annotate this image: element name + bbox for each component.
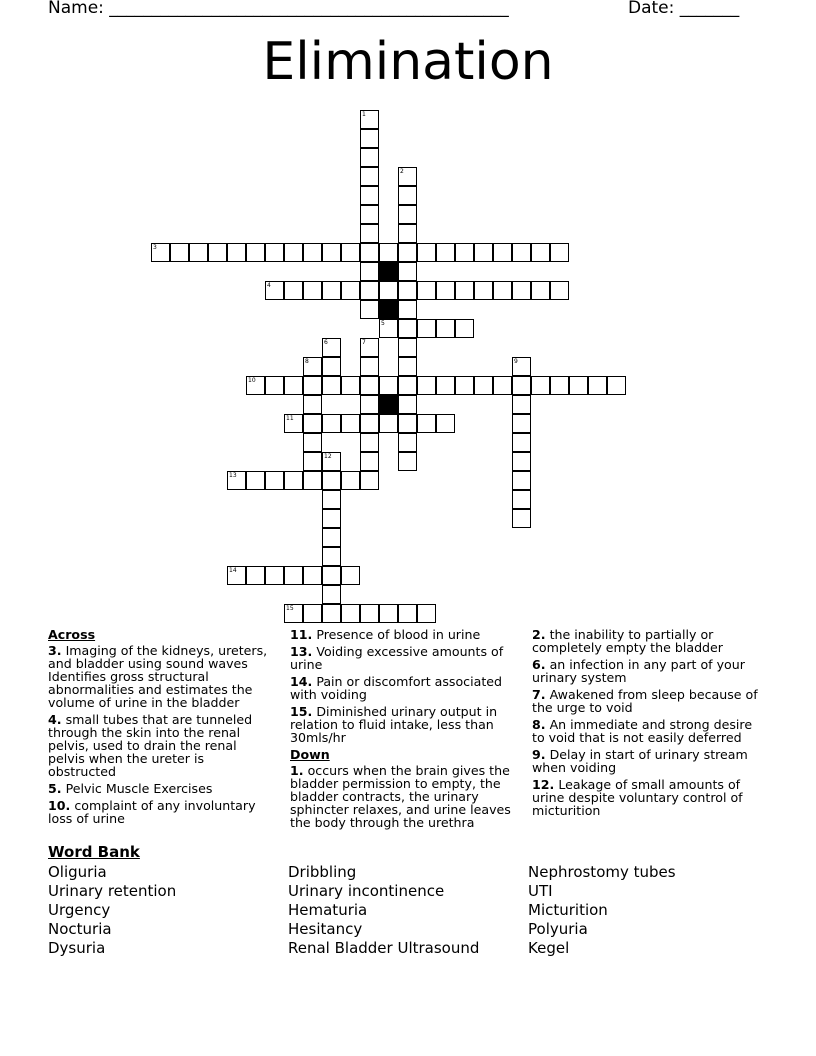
crossword-cell[interactable]	[360, 471, 379, 490]
crossword-cell[interactable]	[360, 148, 379, 167]
crossword-cell[interactable]	[512, 452, 531, 471]
clue-item	[48, 799, 274, 825]
clue-text: Delay in start of urinary stream when voiding	[532, 747, 748, 775]
word-bank-entry: Urgency	[48, 901, 111, 919]
clue-item	[532, 658, 762, 684]
clue-item	[290, 628, 522, 641]
word-bank-entry: Micturition	[528, 901, 608, 919]
word-bank-column	[288, 863, 479, 958]
crossword-cell[interactable]	[398, 319, 417, 338]
crossword-cell[interactable]	[417, 319, 436, 338]
clue-text: Pelvic Muscle Exercises	[61, 781, 213, 796]
crossword-cell[interactable]	[303, 433, 322, 452]
crossword-cell[interactable]	[512, 471, 531, 490]
word-bank-entry: Oliguria	[48, 863, 107, 881]
crossword-cell[interactable]	[512, 357, 531, 376]
crossword-cell[interactable]	[284, 471, 303, 490]
clue-number: 6	[324, 339, 328, 346]
crossword-cell[interactable]	[322, 490, 341, 509]
crossword-cell[interactable]	[303, 357, 322, 376]
word-bank-entry: Dysuria	[48, 939, 106, 957]
crossword-cell[interactable]	[246, 243, 265, 262]
word-bank-entry: Hematuria	[288, 901, 368, 919]
clue-item	[532, 748, 762, 774]
clue-list	[290, 764, 522, 829]
clue-item	[532, 778, 762, 817]
clue-number: 5.	[48, 781, 62, 796]
crossword-cell[interactable]	[322, 604, 341, 623]
crossword-cell[interactable]	[265, 243, 284, 262]
crossword-cell[interactable]	[151, 243, 170, 262]
crossword-cell[interactable]	[303, 414, 322, 433]
across-clues-column	[48, 628, 274, 829]
clue-list	[290, 628, 522, 744]
crossword-cell[interactable]	[303, 604, 322, 623]
word-bank-entry: Renal Bladder Ultrasound	[288, 939, 480, 957]
crossword-cell[interactable]	[322, 471, 341, 490]
crossword-cell[interactable]	[512, 243, 531, 262]
crossword-cell[interactable]	[360, 395, 379, 414]
word-bank-entry: Polyuria	[528, 920, 588, 938]
clue-number: 2.	[532, 627, 546, 642]
crossword-cell[interactable]	[360, 186, 379, 205]
word-bank-entry: Kegel	[528, 939, 570, 957]
crossword-cell[interactable]	[360, 110, 379, 129]
crossword-cell[interactable]	[398, 205, 417, 224]
word-bank-entry: Urinary incontinence	[288, 882, 445, 900]
clue-number: 3.	[48, 643, 62, 658]
crossword-cell[interactable]	[512, 376, 531, 395]
crossword-cell[interactable]	[322, 528, 341, 547]
crossword-block	[379, 262, 398, 281]
word-bank-column	[528, 863, 676, 958]
clue-list	[532, 628, 762, 817]
clue-number: 7.	[532, 687, 546, 702]
crossword-cell[interactable]	[512, 414, 531, 433]
crossword-cell[interactable]	[550, 243, 569, 262]
crossword-cell[interactable]	[436, 281, 455, 300]
crossword-cell[interactable]	[360, 604, 379, 623]
clue-text: Imaging of the kidneys, ureters, and bladder using sound waves Identifies gross structural abnormalities and estimates the volume of urine in the bladder	[48, 643, 268, 710]
crossword-cell[interactable]	[398, 357, 417, 376]
crossword-cell[interactable]	[607, 376, 626, 395]
clue-item	[532, 718, 762, 744]
crossword-cell[interactable]	[322, 585, 341, 604]
crossword-cell[interactable]	[398, 452, 417, 471]
crossword-cell[interactable]	[398, 395, 417, 414]
crossword-cell[interactable]	[436, 414, 455, 433]
crossword-cell[interactable]	[455, 319, 474, 338]
clue-text: Leakage of small amounts of urine despite voluntary control of micturition	[532, 777, 743, 818]
page-title: Elimination	[262, 32, 554, 92]
clue-text: Pain or discomfort associated with voiding	[290, 674, 503, 702]
clue-number: 10	[248, 377, 256, 384]
crossword-cell[interactable]	[512, 395, 531, 414]
crossword-cell[interactable]	[360, 262, 379, 281]
crossword-cell[interactable]	[246, 566, 265, 585]
clue-number: 9	[514, 358, 518, 365]
crossword-cell[interactable]	[341, 243, 360, 262]
crossword-cell[interactable]	[322, 414, 341, 433]
clue-number: 14.	[290, 674, 313, 689]
crossword-cell[interactable]	[379, 243, 398, 262]
crossword-cell[interactable]	[284, 604, 303, 623]
crossword-cell[interactable]	[379, 319, 398, 338]
crossword-cell[interactable]	[265, 566, 284, 585]
clue-number: 12	[324, 453, 332, 460]
crossword-cell[interactable]	[398, 414, 417, 433]
crossword-cell[interactable]	[341, 566, 360, 585]
clue-item	[290, 705, 522, 744]
crossword-cell[interactable]	[284, 414, 303, 433]
crossword-cell[interactable]	[569, 376, 588, 395]
clue-number: 10.	[48, 798, 71, 813]
clue-text: small tubes that are tunneled through the skin into the renal pelvis, used to drain the renal pelvis when the ureter is obstructed	[48, 712, 253, 779]
crossword-cell[interactable]	[398, 167, 417, 186]
crossword-cell[interactable]	[512, 433, 531, 452]
crossword-cell[interactable]	[246, 471, 265, 490]
crossword-cell[interactable]	[360, 376, 379, 395]
crossword-cell[interactable]	[398, 604, 417, 623]
clue-number: 11.	[290, 627, 313, 642]
down-clues-column	[532, 628, 762, 821]
crossword-cell[interactable]	[303, 395, 322, 414]
clue-item	[290, 675, 522, 701]
down-heading: Down	[290, 747, 330, 762]
name-field: Name: _______________________________________________	[48, 0, 509, 18]
crossword-cell[interactable]	[379, 376, 398, 395]
clue-number: 8.	[532, 717, 546, 732]
clue-item	[48, 782, 274, 795]
crossword-cell[interactable]	[360, 129, 379, 148]
crossword-cell[interactable]	[455, 281, 474, 300]
clue-text: Voiding excessive amounts of urine	[290, 644, 504, 672]
crossword-cell[interactable]	[474, 243, 493, 262]
crossword-cell[interactable]	[436, 243, 455, 262]
crossword-cell[interactable]	[379, 604, 398, 623]
crossword-cell[interactable]	[341, 376, 360, 395]
crossword-cell[interactable]	[398, 300, 417, 319]
clue-text: Diminished urinary output in relation to fluid intake, less than 30mls/hr	[290, 704, 498, 745]
crossword-cell[interactable]	[417, 243, 436, 262]
crossword-cell[interactable]	[284, 281, 303, 300]
crossword-cell[interactable]	[360, 357, 379, 376]
clue-number: 12.	[532, 777, 555, 792]
crossword-cell[interactable]	[360, 433, 379, 452]
crossword-cell[interactable]	[322, 566, 341, 585]
crossword-cell[interactable]	[341, 471, 360, 490]
word-bank-entry: UTI	[528, 882, 553, 900]
clue-text: the inability to partially or completely empty the bladder	[532, 627, 723, 655]
crossword-cell[interactable]	[436, 376, 455, 395]
clue-number: 1	[362, 111, 366, 118]
clue-text: an infection in any part of your urinary system	[532, 657, 745, 685]
word-bank-entry: Nephrostomy tubes	[528, 863, 676, 881]
crossword-cell[interactable]	[322, 243, 341, 262]
crossword-cell[interactable]	[360, 300, 379, 319]
crossword-cell[interactable]	[417, 414, 436, 433]
crossword-cell[interactable]	[360, 167, 379, 186]
crossword-cell[interactable]	[322, 452, 341, 471]
clue-number: 6.	[532, 657, 546, 672]
clue-text: Presence of blood in urine	[312, 627, 481, 642]
clue-number: 13	[229, 472, 237, 479]
clue-text: complaint of any involuntary loss of urine	[48, 798, 256, 826]
crossword-cell[interactable]	[360, 452, 379, 471]
clue-text: An immediate and strong desire to void that is not easily deferred	[532, 717, 753, 745]
crossword-block	[379, 395, 398, 414]
crossword-cell[interactable]	[360, 243, 379, 262]
crossword-cell[interactable]	[360, 205, 379, 224]
crossword-cell[interactable]	[550, 281, 569, 300]
crossword-cell[interactable]	[512, 490, 531, 509]
clue-item	[290, 764, 522, 829]
crossword-cell[interactable]	[398, 224, 417, 243]
crossword-cell[interactable]	[170, 243, 189, 262]
crossword-cell[interactable]	[246, 376, 265, 395]
clue-number: 8	[305, 358, 309, 365]
crossword-cell[interactable]	[398, 338, 417, 357]
crossword-cell[interactable]	[303, 471, 322, 490]
crossword-cell[interactable]	[398, 243, 417, 262]
clue-number: 3	[153, 244, 157, 251]
clue-text: occurs when the brain gives the bladder permission to empty, the bladder contracts, the urinary sphincter relaxes, and urine leaves the body through the urethra	[290, 763, 511, 830]
crossword-cell[interactable]	[322, 509, 341, 528]
crossword-cell[interactable]	[588, 376, 607, 395]
crossword-cell[interactable]	[398, 281, 417, 300]
clue-number: 13.	[290, 644, 313, 659]
clue-item	[532, 688, 762, 714]
crossword-cell[interactable]	[417, 604, 436, 623]
across-heading: Across	[48, 627, 96, 642]
crossword-cell[interactable]	[303, 243, 322, 262]
crossword-cell[interactable]	[360, 224, 379, 243]
word-bank-entry: Nocturia	[48, 920, 112, 938]
crossword-cell[interactable]	[322, 376, 341, 395]
crossword-cell[interactable]	[303, 376, 322, 395]
crossword-cell[interactable]	[417, 281, 436, 300]
crossword-cell[interactable]	[493, 281, 512, 300]
crossword-cell[interactable]	[360, 338, 379, 357]
crossword-cell[interactable]	[550, 376, 569, 395]
crossword-cell[interactable]	[284, 243, 303, 262]
crossword-cell[interactable]	[531, 376, 550, 395]
clue-number: 4	[267, 282, 271, 289]
crossword-cell[interactable]	[455, 376, 474, 395]
clue-list	[48, 644, 274, 825]
crossword-cell[interactable]	[436, 319, 455, 338]
word-bank-entry: Hesitancy	[288, 920, 363, 938]
clue-number: 9.	[532, 747, 546, 762]
clue-number: 14	[229, 567, 237, 574]
crossword-cell[interactable]	[341, 281, 360, 300]
crossword-cell[interactable]	[303, 452, 322, 471]
crossword-cell[interactable]	[322, 547, 341, 566]
crossword-cell[interactable]	[265, 471, 284, 490]
clue-number: 7	[362, 339, 366, 346]
crossword-cell[interactable]	[341, 604, 360, 623]
crossword-cell[interactable]	[189, 243, 208, 262]
crossword-block	[379, 300, 398, 319]
date-field: Date: _______	[628, 0, 740, 18]
word-bank-title: Word Bank	[48, 843, 140, 861]
clue-text: Awakened from sleep because of the urge to void	[532, 687, 758, 715]
clue-number: 11	[286, 415, 294, 422]
clue-item	[290, 645, 522, 671]
crossword-cell[interactable]	[284, 566, 303, 585]
clue-item	[48, 644, 274, 709]
crossword-cell[interactable]	[322, 357, 341, 376]
crossword-cell[interactable]	[398, 433, 417, 452]
crossword-cell[interactable]	[379, 414, 398, 433]
crossword-cell[interactable]	[322, 281, 341, 300]
word-bank-entry: Urinary retention	[48, 882, 177, 900]
clue-number: 1.	[290, 763, 304, 778]
crossword-cell[interactable]	[360, 414, 379, 433]
crossword-cell[interactable]	[474, 281, 493, 300]
crossword-cell[interactable]	[417, 376, 436, 395]
crossword-cell[interactable]	[455, 243, 474, 262]
crossword-cell[interactable]	[493, 376, 512, 395]
crossword-cell[interactable]	[379, 281, 398, 300]
crossword-cell[interactable]	[360, 281, 379, 300]
crossword-cell[interactable]	[208, 243, 227, 262]
crossword-cell[interactable]	[265, 281, 284, 300]
clue-number: 2	[400, 168, 404, 175]
crossword-cell[interactable]	[284, 376, 303, 395]
word-bank-entry: Dribbling	[288, 863, 357, 881]
crossword-cell[interactable]	[227, 243, 246, 262]
crossword-cell[interactable]	[303, 566, 322, 585]
clue-item	[48, 713, 274, 778]
clue-number: 5	[381, 320, 385, 327]
crossword-cell[interactable]	[303, 281, 322, 300]
crossword-cell[interactable]	[493, 243, 512, 262]
clue-number: 15	[286, 605, 294, 612]
crossword-cell[interactable]	[398, 186, 417, 205]
crossword-cell[interactable]	[227, 566, 246, 585]
crossword-cell[interactable]	[265, 376, 284, 395]
crossword-cell[interactable]	[227, 471, 246, 490]
crossword-cell[interactable]	[341, 414, 360, 433]
clue-item	[532, 628, 762, 654]
crossword-cell[interactable]	[531, 281, 550, 300]
crossword-cell[interactable]	[322, 338, 341, 357]
crossword-cell[interactable]	[512, 281, 531, 300]
crossword-cell[interactable]	[398, 262, 417, 281]
crossword-cell[interactable]	[398, 376, 417, 395]
clue-number: 4.	[48, 712, 62, 727]
mixed-clues-column	[290, 628, 522, 833]
crossword-cell[interactable]	[512, 509, 531, 528]
crossword-cell[interactable]	[474, 376, 493, 395]
crossword-cell[interactable]	[531, 243, 550, 262]
word-bank-column	[48, 863, 176, 958]
clue-number: 15.	[290, 704, 313, 719]
